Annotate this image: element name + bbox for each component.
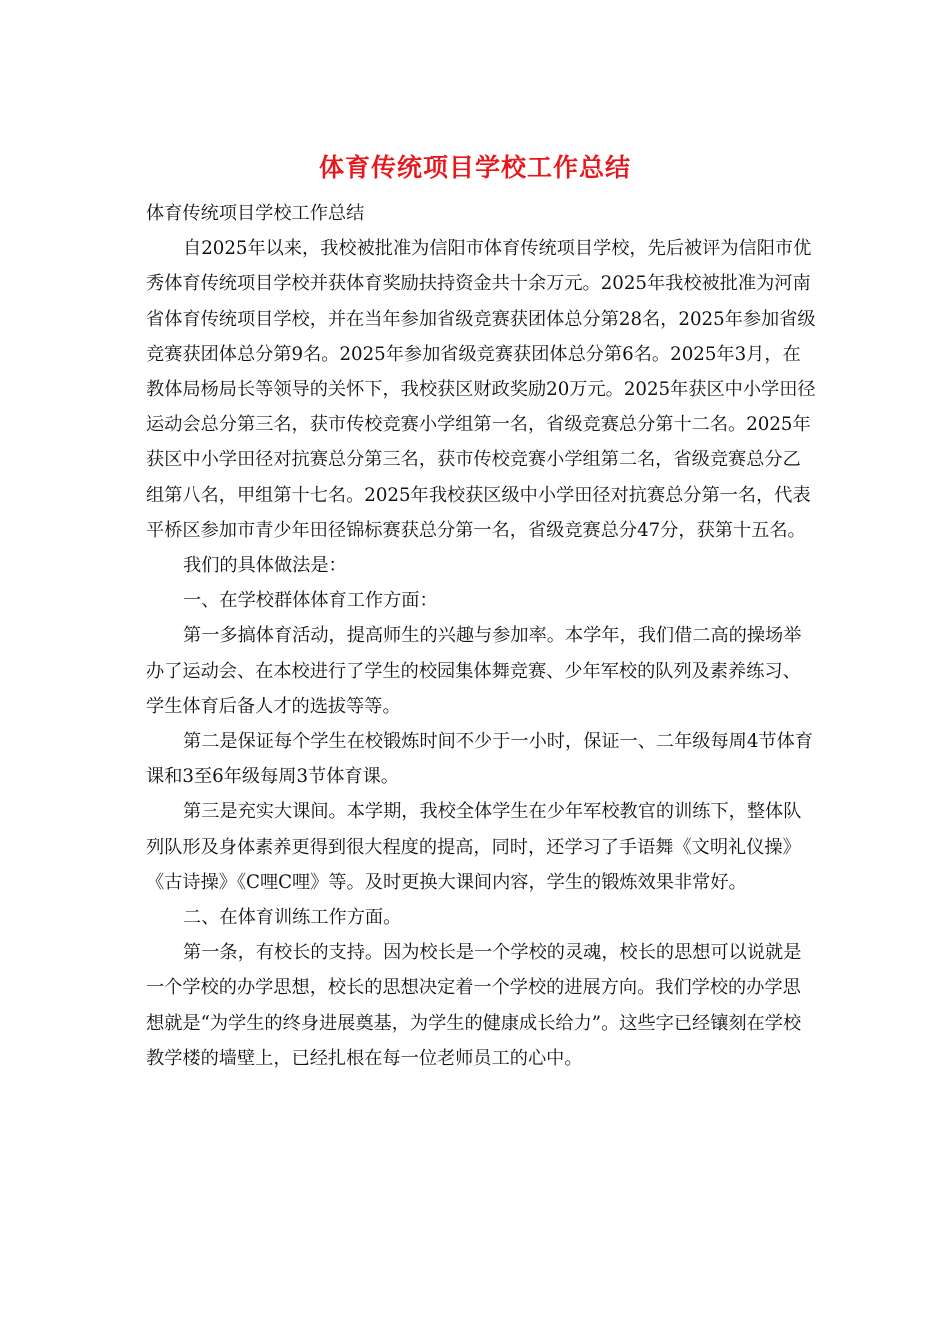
section-heading-training: 二、在体育训练工作方面。 <box>183 907 402 929</box>
paragraph-achievements: 自2025年以来，我校被批准为信阳市体育传统项目学校，先后被评为信阳市优秀体育传统项目学校并获体育奖励扶持资金共十余万元。2025年我校被批准为河南省体育传统项目学校，并在当年参加省级竞赛获团体总分第28名，2025年参加省级竞赛获团体总分第9名。2025年参加省级竞赛获团体总分第6名。2025年3月，在教体局杨局长等领导的关怀下，我校获区财政奖励20万元。2025年获区中小学田径运动会总分第三名，获市传校竞赛小学组第一名，省级竞赛总分第十二名。2025年获区中小学田径对抗赛总分第三名，获市传校竞赛小学组第二名，省级竞赛总分乙组第八名，甲组第十七名。2025年我校获区级中小学田径对抗赛总分第一名，代表平桥区参加市青少年田径锦标赛获总分第一名，省级竞赛总分47分，获第十五名。 <box>146 238 816 541</box>
paragraph-item-activities: 第一多搞体育活动，提高师生的兴趣与参加率。本学年，我们借二高的操场举办了运动会、在本校进行了学生的校园集体舞竞赛、少年军校的队列及素养练习、学生体育后备人才的选拔等等。 <box>146 625 802 717</box>
paragraph-methods-intro: 我们的具体做法是： <box>183 555 347 577</box>
document-title: 体育传统项目学校工作总结 <box>318 153 631 182</box>
paragraph-item-principal-support: 第一条，有校长的支持。因为校长是一个学校的灵魂，校长的思想可以说就是一个学校的办学思想，校长的思想决定着一个学校的进展方向。我们学校的办学思想就是“为学生的终身进展奠基，为学生的健康成长给力”。这些字已经镶刻在学校教学楼的墙壁上，已经扎根在每一位老师员工的心中。 <box>146 942 802 1069</box>
section-heading-group-sports: 一、在学校群体体育工作方面： <box>183 590 438 612</box>
document-body <box>146 196 818 1076</box>
document-subtitle: 体育传统项目学校工作总结 <box>146 203 365 224</box>
paragraph-item-exercise-time: 第二是保证每个学生在校锻炼时间不少于一小时，保证一、二年级每周4节体育课和3至6年级每周3节体育课。 <box>146 731 813 788</box>
paragraph-item-recess: 第三是充实大课间。本学期，我校全体学生在少年军校教官的训练下，整体队列队形及身体素养更得到很大程度的提高，同时，还学习了手语舞《文明礼仪操》《古诗操》《C哩C哩》等。及时更换大课间内容，学生的锻炼效果非常好。 <box>146 801 802 893</box>
